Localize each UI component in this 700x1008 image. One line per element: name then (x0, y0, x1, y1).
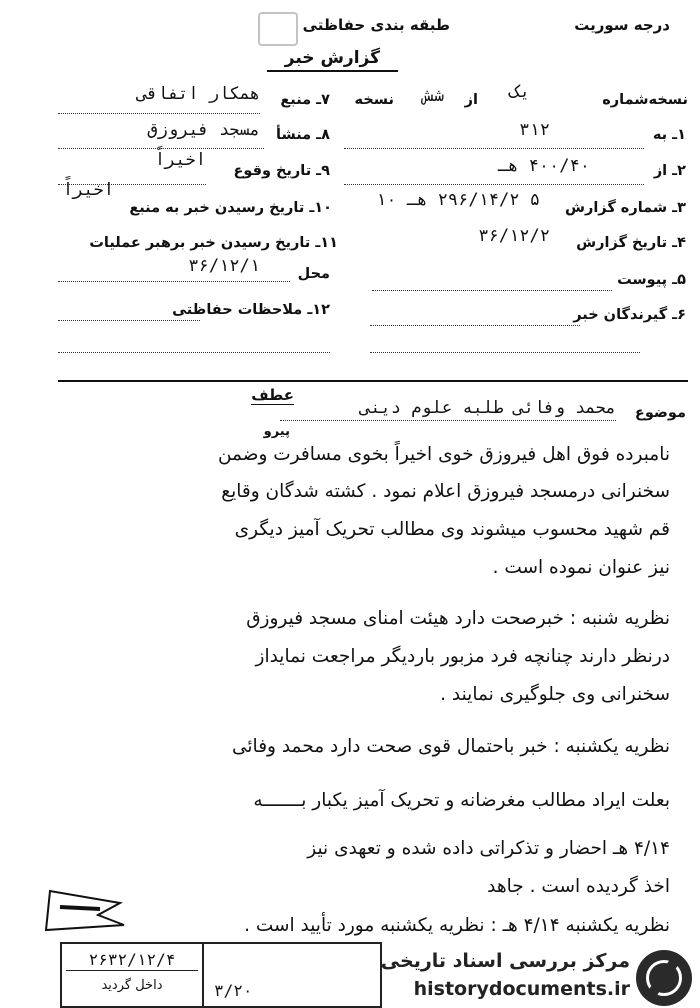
subject-dots (280, 420, 616, 421)
para2-line-3: سخنرانی وی جلوگیری نمایند . (440, 684, 670, 705)
classification-label: طبقه بندی حفاظتی (302, 16, 450, 34)
report-title: گزارش خبر (267, 48, 398, 72)
f8-origin-label: ۸ـ منشأ (276, 127, 330, 143)
of-value: شش (423, 86, 444, 106)
degree-label: درجه سوریت (574, 16, 670, 34)
f4-report-date-label: ۴ـ تاریخ گزارش (576, 235, 686, 251)
f3-report-no-label: ۳ـ شماره گزارش (564, 200, 686, 216)
subject-label: موضوع (634, 405, 686, 421)
row6-dots (372, 290, 612, 291)
of-label: از (464, 92, 478, 108)
row2-dots-right (344, 148, 644, 149)
f7-source-value: همکار اتفاقی (137, 84, 260, 104)
row1-dots-left (58, 113, 260, 114)
copy-number-value: یک (509, 82, 530, 102)
para3-line-4: اخذ گردیده است . جاهد (487, 876, 670, 897)
subject-text: محمد وفائی طلبه علوم دینی (360, 398, 616, 418)
stamp-date: ۳/۲۰ (214, 981, 253, 1000)
watermark-url: historydocuments.ir (413, 978, 630, 1000)
date-stamp (200, 942, 382, 1008)
body-line-3: قم شهید محسوب میشوند وی مطالب تحریک آمیز دیگری (234, 519, 670, 540)
para2-line-1: نظریه شنبه : خبرصحت دارد هیئت امنای مسجد فیروزق (246, 608, 670, 629)
f2-from-value: ۴۰۰/۴۰ هـ (497, 156, 590, 176)
row8-dots-left (58, 352, 330, 353)
f10-date-label: ۱۰ـ تاریخ رسیدن خبر به منبع (129, 200, 332, 216)
f9-date-label: ۹ـ تاریخ وقوع (233, 163, 330, 179)
para3-line-1: نظریه یکشنبه : خبر باحتمال قوی صحت دارد محمد وفائی (231, 736, 670, 757)
f12-notes-label: ۱۲ـ ملاحظات حفاظتی (172, 302, 330, 318)
row8-dots-right (370, 352, 640, 353)
body-line-1: نامبرده فوق اهل فیروزق خوی اخیراً بخوی مسافرت وضمن (217, 444, 670, 465)
follow-annotation: پیرو (263, 424, 290, 439)
row2-dots-left (58, 148, 264, 149)
row3-dots-right (344, 184, 644, 185)
body-line-4: نیز عنوان نموده است . (492, 557, 670, 578)
f9-date-value: اخیراً (154, 150, 206, 170)
f4-report-date-value: ۳۶/۱۲/۲ (478, 226, 550, 246)
row7-dots-right (370, 325, 580, 326)
row7-dots-left (58, 320, 200, 321)
stamp-received: داخل گردید (101, 978, 163, 993)
separator-line (58, 380, 688, 382)
received-stamp (60, 942, 204, 1008)
f8-origin-value: مسجد فیروزق (147, 120, 260, 140)
f11-date-value: ۳۶/۱۲/۱ (188, 256, 260, 276)
f5-attachment-label: ۵ـ پیوست (617, 272, 686, 288)
row5-dots (58, 281, 290, 282)
copy-label: نسخه (354, 92, 394, 108)
watermark-logo-icon (636, 950, 692, 1006)
stamp-mark (258, 12, 298, 46)
flag-sketch-icon (40, 885, 130, 935)
f7-source-label: ۷ـ منبع (280, 92, 330, 108)
f1-to-label: ۱ـ به (652, 127, 686, 143)
para4-line: نظریه یکشنبه ۴/۱۴ هـ : نظریه یکشنبه مورد تأیید است . (244, 915, 670, 936)
f1-to-value: ۳۱۲ (519, 120, 550, 140)
para3-line-3: ۴/۱۴ هـ احضار و تذکراتی داده شده و تعهدی نیز (307, 838, 670, 859)
copy-number-label: نسخه‌شماره (602, 92, 688, 108)
ref-annotation: عطف (251, 386, 294, 404)
f10-date-value: اخیراً (62, 180, 114, 200)
f2-from-label: ۲ـ از (653, 163, 686, 179)
para3-line-2: بعلت ایراد مطالب مغرضانه و تحریک آمیز یکبار بـــــــه (253, 790, 670, 811)
para2-line-2: درنظر دارند چنانچه فرد مزبور باردیگر مراجعت نمایداز (255, 646, 670, 667)
f3-report-no-value: ۵ ۲۹۶/۱۴/۲ هـ ۱۰ (376, 190, 540, 210)
f11-date-label: ۱۱ـ تاریخ رسیدن خبر برهبر عملیات (89, 235, 338, 251)
watermark-text: مرکز بررسی اسناد تاریخی (380, 950, 630, 972)
stamp-number: ۲۶۳۲/۱۲/۴ (88, 950, 176, 969)
place-label: محل (297, 266, 330, 282)
f6-recipients-label: ۶ـ گیرندگان خبر (573, 307, 686, 323)
body-line-2: سخنرانی درمسجد فیروزق اعلام نمود . کشته شدگان وقایع (221, 481, 670, 502)
